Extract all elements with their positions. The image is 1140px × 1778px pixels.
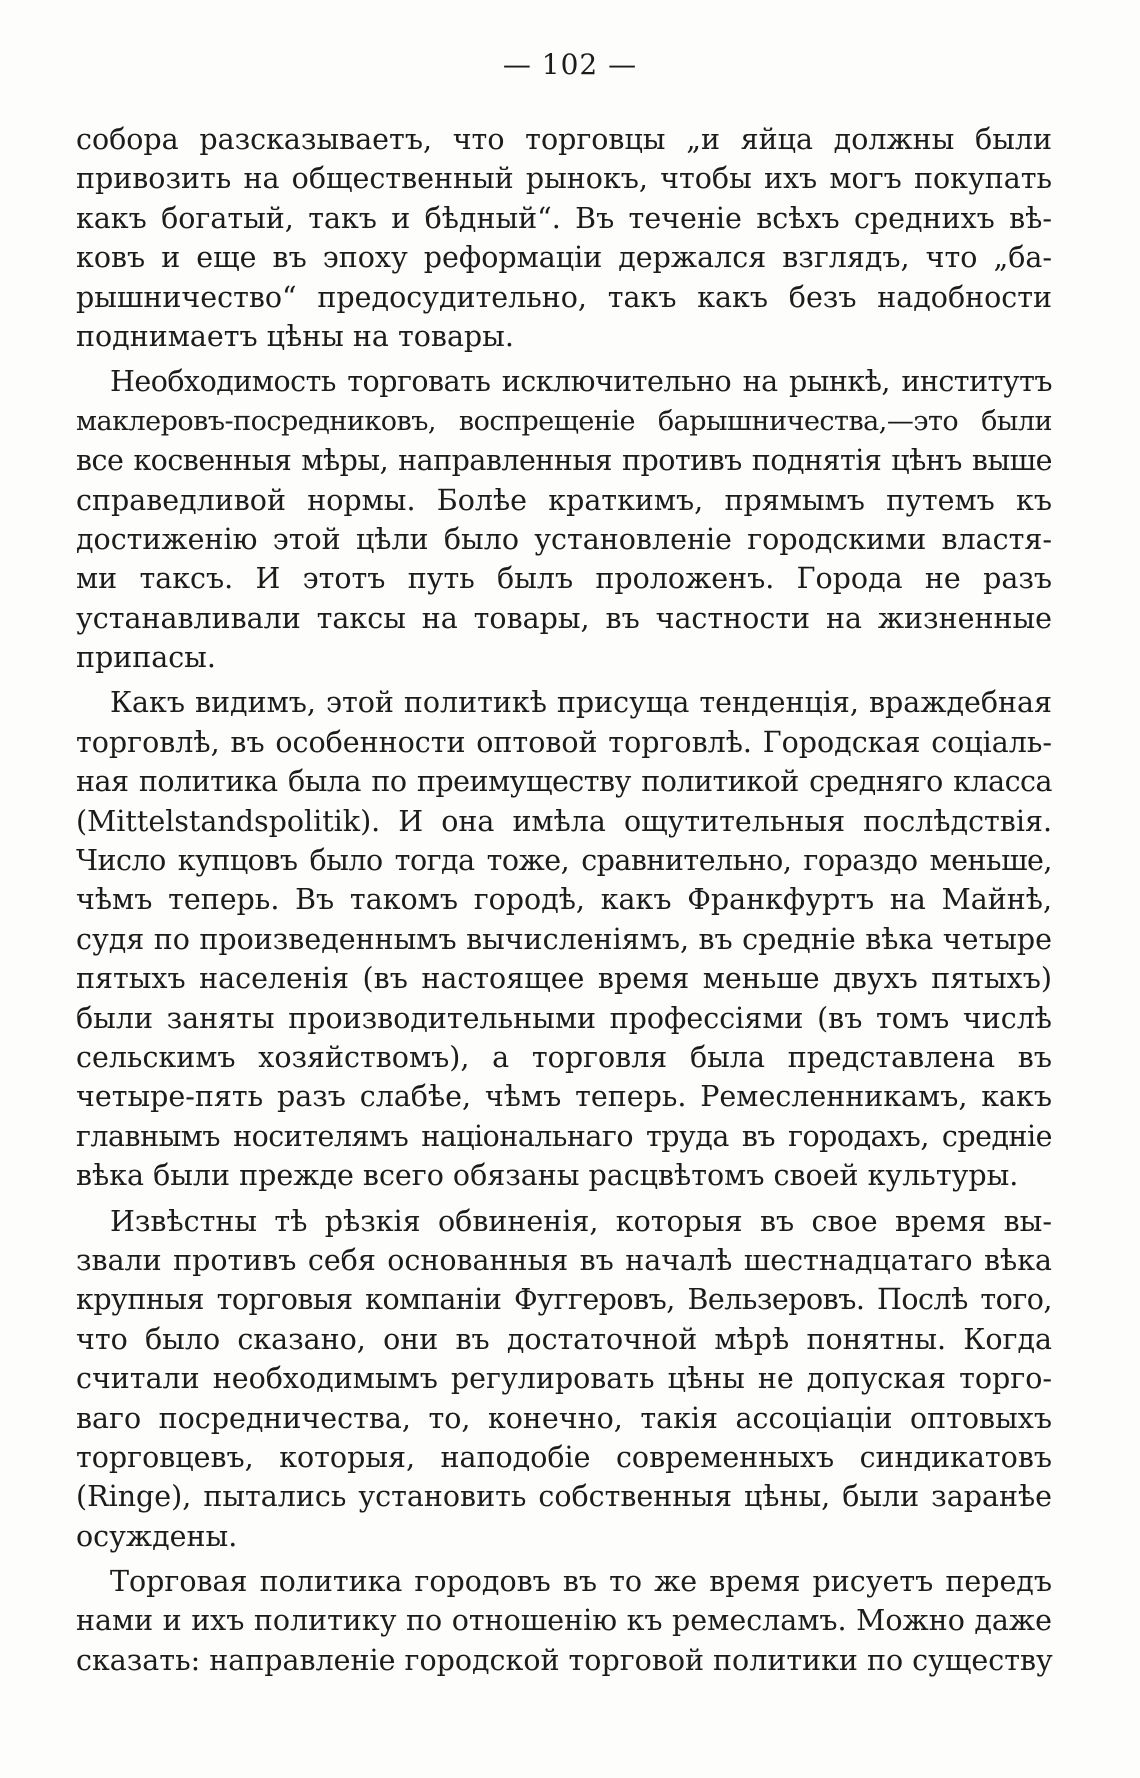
- text-line: пятыхъ населенія (въ настоящее время меньше двухъ пятыхъ): [76, 962, 1052, 996]
- text-line: все косвенныя мѣры, направленныя противъ поднятія цѣнъ выше: [76, 444, 1052, 478]
- text-line: торговлѣ, въ особенности оптовой торговлѣ. Городская соціаль-: [76, 725, 1052, 759]
- text-line: справедливой нормы. Болѣе краткимъ, прямымъ путемъ къ: [76, 483, 1052, 517]
- paragraph-4: [76, 1202, 1052, 1557]
- paragraph-2: [76, 362, 1052, 677]
- text-line: звали противъ себя основанныя въ началѣ шестнадцатаго вѣка: [76, 1243, 1052, 1277]
- text-line: (Ringe), пытались установить собственныя цѣны, были заранѣе: [76, 1480, 1052, 1514]
- text-line: считали необходимымъ регулировать цѣны не допуская торго-: [76, 1362, 1052, 1396]
- text-line: ковъ и еще въ эпоху реформаціи держался взглядъ, что „ба-: [76, 241, 1052, 275]
- text-line: четыре-пять разъ слабѣе, чѣмъ теперь. Ремесленникамъ, какъ: [76, 1080, 1052, 1114]
- text-line: достиженію этой цѣли было установленіе городскими властя-: [76, 522, 1052, 556]
- paragraph-5: [76, 1562, 1052, 1680]
- text-line: ваго посредничества, то, конечно, такія ассоціаціи оптовыхъ: [76, 1401, 1052, 1435]
- text-line: Торговая политика городовъ въ то же время рисуетъ передъ: [110, 1565, 1052, 1599]
- text-line: сказать: направленіе городской торговой политики по существу: [76, 1643, 1053, 1677]
- text-line: вѣка были прежде всего обязаны расцвѣтомъ своей культуры.: [76, 1159, 1019, 1193]
- text-line: Число купцовъ было тогда тоже, сравнительно, гораздо меньше,: [76, 844, 1052, 878]
- text-line: рышничество“ предосудительно, такъ какъ безъ надобности: [76, 280, 1052, 314]
- text-line: (Mittelstandspolitik). И она имѣла ощутительныя послѣдствія.: [76, 804, 1052, 838]
- text-line: ми таксъ. И этотъ путь былъ проложенъ. Города не разъ: [76, 562, 1052, 596]
- text-line: торговцевъ, которыя, наподобіе современныхъ синдикатовъ: [76, 1440, 1052, 1474]
- text-line: маклеровъ-посредниковъ, воспрещеніе барышничества,—это были: [76, 405, 1052, 437]
- text-line: Какъ видимъ, этой политикѣ присуща тенденція, враждебная: [110, 686, 1052, 720]
- text-line: осуждены.: [76, 1519, 238, 1553]
- text-line: собора разсказываетъ, что торговцы „и яйца должны были: [76, 123, 1052, 156]
- text-line: поднимаетъ цѣны на товары.: [76, 319, 514, 353]
- text-line: сельскимъ хозяйствомъ), а торговля была представлена въ: [76, 1040, 1052, 1074]
- paragraph-1: [76, 120, 1052, 356]
- text-line: Извѣстны тѣ рѣзкія обвиненія, которыя въ свое время вы-: [110, 1204, 1052, 1238]
- text-line: главнымъ носителямъ національнаго труда въ городахъ, средніе: [76, 1119, 1052, 1153]
- text-line: были заняты производительными профессіями (въ томъ числѣ: [76, 1001, 1052, 1035]
- text-line: нами и ихъ политику по отношенію къ ремесламъ. Можно даже: [76, 1604, 1052, 1638]
- text-line: припасы.: [76, 641, 216, 675]
- text-line: крупныя торговыя компаніи Фуггеровъ, Вельзеровъ. Послѣ того,: [76, 1283, 1052, 1317]
- paragraph-3: [76, 683, 1052, 1195]
- text-line: Необходимость торговать исключительно на рынкѣ, институтъ: [110, 365, 1052, 399]
- text-line: судя по произведеннымъ вычисленіямъ, въ средніе вѣка четыре: [76, 922, 1052, 956]
- text-line: устанавливали таксы на товары, въ частности на жизненные: [76, 601, 1052, 635]
- text-line: какъ богатый, такъ и бѣдный“. Въ теченіе всѣхъ среднихъ вѣ-: [76, 201, 1052, 235]
- text-line: привозить на общественный рынокъ, чтобы ихъ могъ покупать: [76, 162, 1052, 196]
- text-line: чѣмъ теперь. Въ такомъ городѣ, какъ Франкфуртъ на Майнѣ,: [76, 883, 1052, 917]
- text-line: ная политика была по преимуществу политикой средняго класса: [76, 765, 1052, 799]
- page-number: — 102 —: [502, 48, 638, 81]
- page-body: [76, 120, 1052, 1680]
- text-line: что было сказано, они въ достаточной мѣрѣ понятны. Когда: [76, 1322, 1052, 1356]
